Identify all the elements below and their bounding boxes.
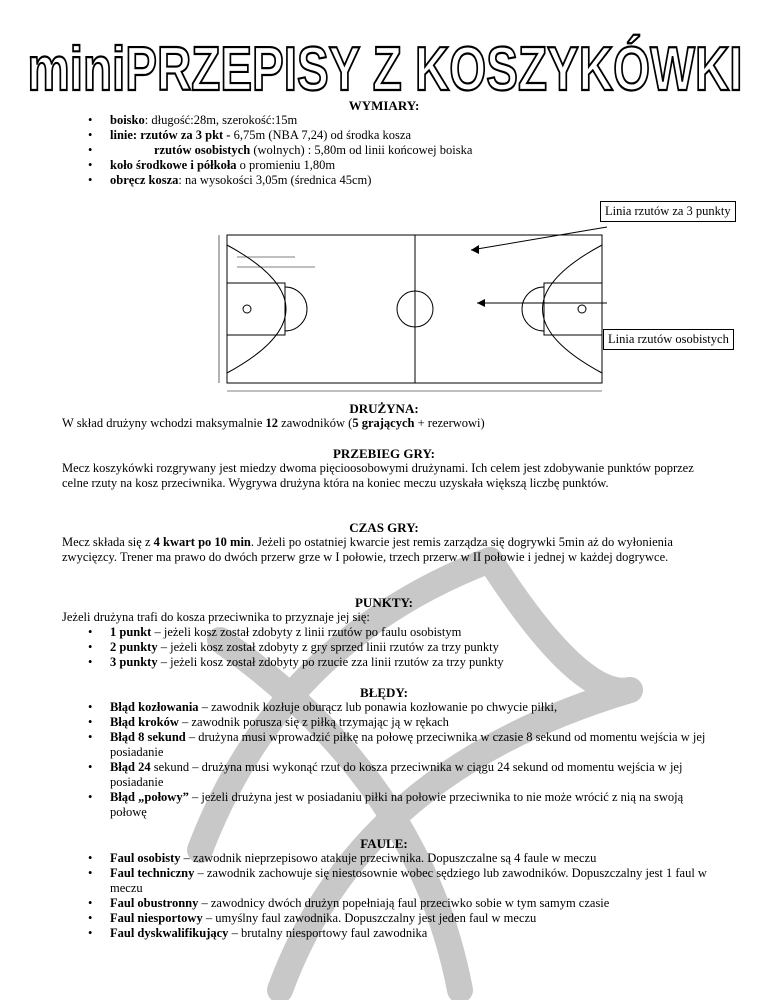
list-item: • obręcz kosza: na wysokości 3,05m (średnica 45cm) [62,173,722,188]
list-item: • Faul osobisty – zawodnik nieprzepisowo atakuje przeciwnika. Dopuszczalne są 4 faule w meczu [62,851,722,866]
bledy-list [62,700,722,820]
page-title-text: miniPRZEPISY Z KOSZYKÓWKI [27,35,743,103]
list-item: • 1 punkt – jeżeli kosz został zdobyty z linii rzutów po faulu osobistym [62,625,722,640]
list-item: • Faul techniczny – zawodnik zachowuje się niestosownie wobec sędziego lub zawodników. Dopuszczalny jest 1 faul w meczu [62,866,722,896]
druzyna-heading: DRUŻYNA: [349,401,419,416]
page-title [20,28,750,103]
punkty-intro: Jeżeli drużyna trafi do kosza przeciwnika to przyznaje jej się: [62,610,370,624]
faule-heading: FAULE: [360,836,408,851]
przebieg-text: Mecz koszykówki rozgrywany jest miedzy dwoma pięcioosobowymi drużynami. Ich celem jest zdobywanie punktów poprzez celne rzuty na kosz przeciwnika. Wygrywa drużyna która na koniec meczu uzyskała większą liczbę punktów. [62,461,694,490]
list-item: • Błąd kroków – zawodnik porusza się z piłką trzymając ją w rękach [62,715,722,730]
czas-text: Mecz składa się z 4 kwart po 10 min. Jeżeli po ostatniej kwarcie jest remis zarządza się dogrywki 5min aż do wyłonienia zwycięzcy. Trener ma prawo do dwóch przerw grze w I połowie, trzech przerw w II połowie i jednej w każdej dogrywce. [62,535,673,564]
list-item: • Faul obustronny – zawodnicy dwóch drużyn popełniają faul przeciwko sobie w tym samym czasie [62,896,722,911]
wymiary-list [62,113,722,188]
list-item: • Faul niesportowy – umyślny faul zawodnika. Dopuszczalny jest jeden faul w meczu [62,911,722,926]
wymiary-heading: WYMIARY: [348,98,420,113]
callout-ft-line: Linia rzutów osobistych [603,329,734,350]
czas-heading: CZAS GRY: [349,520,419,535]
list-item: • koło środkowe i półkoła o promieniu 1,80m [62,158,722,173]
list-item: • 2 punkty – jeżeli kosz został zdobyty z gry sprzed linii rzutów za trzy punkty [62,640,722,655]
court-diagram [215,215,610,395]
list-item: • Błąd 24 sekund – drużyna musi wykonąć rzut do kosza przeciwnika w ciągu 24 sekund od momentu wejścia w jej posiadanie [62,760,722,790]
callout-3pt-line: Linia rzutów za 3 punkty [600,201,736,222]
list-item: • Błąd kozłowania – zawodnik kozłuje oburącz lub ponawia kozłowanie po chwycie piłki, [62,700,722,715]
punkty-list [62,625,722,670]
faule-list [62,851,722,941]
przebieg-heading: PRZEBIEG GRY: [332,446,435,461]
list-item: • boisko: długość:28m, szerokość:15m [62,113,722,128]
list-item: • Błąd „połowy” – jeżeli drużyna jest w posiadaniu piłki na połowie przeciwnika to nie może wrócić z nią na swoją połowę [62,790,722,820]
list-item: • Błąd 8 sekund – drużyna musi wprowadzić piłkę na połowę przeciwnika w czasie 8 sekund od momentu wejścia w jej posiadanie [62,730,722,760]
list-item: • 3 punkty – jeżeli kosz został zdobyty po rzucie zza linii rzutów za trzy punkty [62,655,722,670]
list-item: • Faul dyskwalifikujący – brutalny niesportowy faul zawodnika [62,926,722,941]
list-item-sub: • rzutów osobistych (wolnych) : 5,80m od linii końcowej boiska [62,143,722,158]
punkty-heading: PUNKTY: [354,595,414,610]
list-item: • linie: rzutów za 3 pkt - 6,75m (NBA 7,24) od środka kosza [62,128,722,143]
druzyna-text: W skład drużyny wchodzi maksymalnie 12 zawodników (5 grających + rezerwowi) [62,416,485,430]
bledy-heading: BŁĘDY: [360,685,408,700]
